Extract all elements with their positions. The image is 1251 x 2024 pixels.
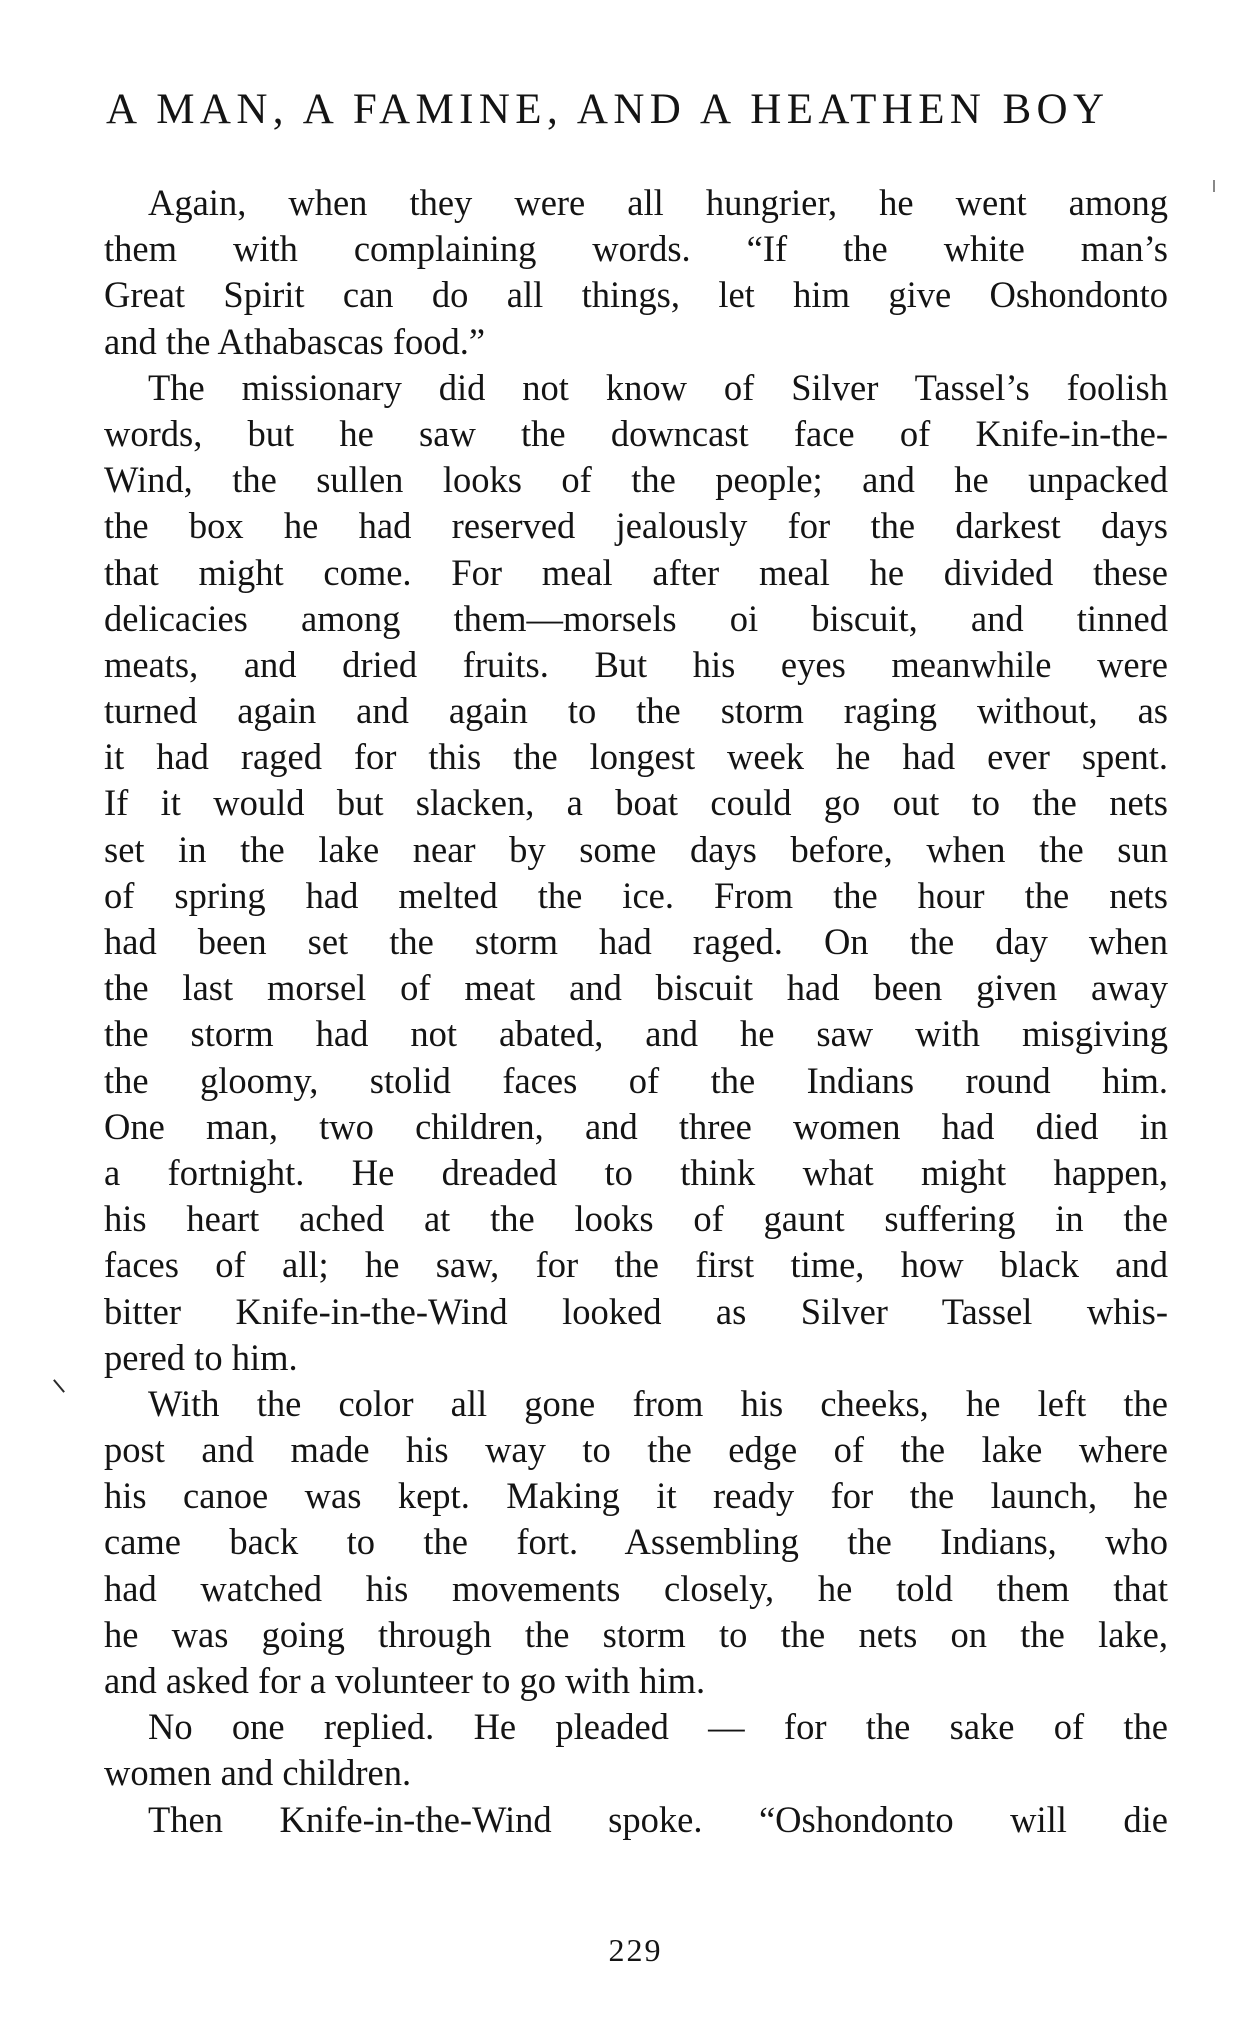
margin-tick-mark	[53, 1379, 65, 1393]
text-line: women and children.	[104, 1752, 412, 1794]
text-line: turned again and again to the storm raging without, as	[104, 690, 1168, 732]
text-line: set in the lake near by some days before, when the sun	[104, 828, 1168, 870]
margin-speck-mark	[1213, 180, 1215, 192]
text-line: post and made his way to the edge of the lake where	[104, 1429, 1168, 1471]
text-line: No one replied. He pleaded — for the sake of the	[148, 1706, 1168, 1748]
text-line: Then Knife-in-the-Wind spoke. “Oshondonto will die	[148, 1798, 1168, 1840]
body-text	[104, 180, 1168, 1843]
text-line: came back to the fort. Assembling the Indians, who	[104, 1521, 1168, 1563]
text-line: had been set the storm had raged. On the day when	[104, 921, 1168, 962]
text-line: that might come. For meal after meal he divided these	[104, 551, 1168, 593]
text-line: the storm had not abated, and he saw with misgiving	[104, 1013, 1168, 1055]
running-head: A MAN, A FAMINE, AND A HEATHEN BOY	[106, 86, 1110, 133]
text-line: it had raged for this the longest week he had ever spent.	[104, 736, 1168, 778]
text-line: them with complaining words. “If the white man’s	[104, 228, 1168, 270]
text-line: his canoe was kept. Making it ready for the launch, he	[104, 1475, 1168, 1517]
text-line: a fortnight. He dreaded to think what might happen,	[104, 1151, 1168, 1193]
text-line: delicacies among them—morsels oi biscuit, and tinned	[104, 597, 1168, 639]
text-line: of spring had melted the ice. From the hour the nets	[104, 874, 1168, 916]
text-line: and the Athabascas food.”	[104, 320, 486, 362]
text-line: had watched his movements closely, he told them that	[104, 1567, 1168, 1609]
text-line: meats, and dried fruits. But his eyes meanwhile were	[104, 643, 1168, 685]
text-line: he was going through the storm to the nets on the lake,	[104, 1613, 1168, 1655]
text-line: One man, two children, and three women had died in	[104, 1105, 1168, 1147]
text-line: Wind, the sullen looks of the people; and he unpacked	[104, 459, 1168, 501]
text-line: faces of all; he saw, for the first time, how black and	[104, 1244, 1168, 1286]
text-line: and asked for a volunteer to go with him.	[104, 1660, 706, 1701]
page-number: 229	[608, 1932, 663, 1968]
text-line: the gloomy, stolid faces of the Indians round him.	[104, 1059, 1168, 1101]
text-line: the box he had reserved jealously for the darkest days	[104, 505, 1168, 547]
text-line: the last morsel of meat and biscuit had been given away	[104, 967, 1168, 1009]
text-line: words, but he saw the downcast face of Knife-in-the-	[104, 412, 1168, 454]
text-line: With the color all gone from his cheeks, he left the	[148, 1382, 1168, 1424]
text-line: If it would but slacken, a boat could go out to the nets	[104, 782, 1168, 824]
text-line: pered to him.	[104, 1336, 298, 1378]
text-line: Great Spirit can do all things, let him give Oshondonto	[104, 274, 1168, 316]
text-line: his heart ached at the looks of gaunt suffering in the	[104, 1198, 1168, 1240]
text-line: bitter Knife-in-the-Wind looked as Silver Tassel whis-	[104, 1290, 1168, 1332]
text-line: Again, when they were all hungrier, he went among	[148, 182, 1168, 223]
text-line: The missionary did not know of Silver Tassel’s foolish	[148, 366, 1168, 408]
